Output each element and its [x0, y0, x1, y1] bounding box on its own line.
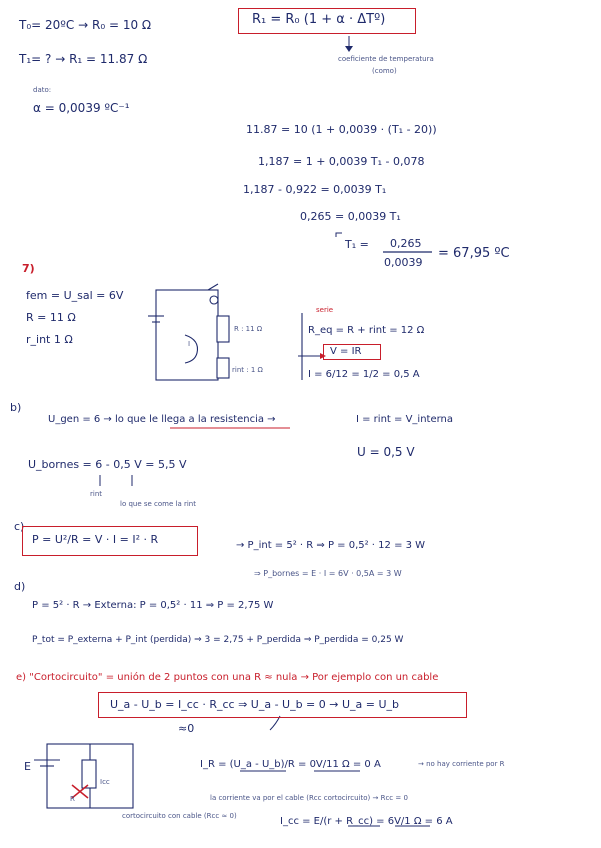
part-c-label: c) [14, 520, 25, 533]
part-b-line-2: U_bornes = 6 - 0,5 V = 5,5 V [28, 458, 187, 471]
icc-calculation: I_cc = E/(r + R_cc) = 6V/1 Ω = 6 A [280, 816, 453, 827]
note-consumed: lo que se come la rint [120, 500, 196, 508]
cable-note: cortocircuito con cable (Rcc ≈ 0) [122, 812, 237, 820]
part-d-label: d) [14, 580, 26, 593]
power-formula: P = U²/R = V · I = I² · R [32, 533, 159, 546]
part-c-line-1: → P_int = 5² · R ⇒ P = 0,5² · 12 = 3 W [236, 540, 426, 551]
step-1: 11.87 = 10 (1 + 0,0039 · (T₁ - 20)) [246, 123, 437, 136]
step-5-lhs: T₁ = [345, 238, 369, 251]
icc-label: Icc [100, 778, 110, 786]
fem-value: fem = U_sal = 6V [26, 289, 124, 302]
t1-result: = 67,95 ºC [438, 246, 510, 261]
part-b-line-1: U_gen = 6 → lo que le llega a la resistencia → [48, 414, 276, 425]
resistance-formula: R₁ = R₀ (1 + α · ΔTº) [252, 12, 386, 27]
part-c-line-2: ⇒ P_bornes = E · I = 6V · 0,5A = 3 W [254, 569, 402, 578]
current-path-note: la corriente va por el cable (Rcc cortocircuito) → Rcc = 0 [210, 794, 408, 802]
step-5-denominator: 0,0039 [384, 256, 423, 269]
part-b-result: U = 0,5 V [357, 445, 415, 459]
ohm-law: V = IR [330, 346, 362, 357]
part-e-title [16, 671, 438, 684]
t1-line: T₁= ? → R₁ = 11.87 Ω [19, 52, 148, 66]
short-circuit-equation: U_a - U_b = I_cc · R_cc ⇒ U_a - U_b = 0 → U_a = U_b [110, 698, 400, 711]
circuit-r-label: R : 11 Ω [234, 325, 263, 333]
r-label: R [70, 795, 75, 803]
short-circuit-definition: "Cortocircuito" = unión de 2 puntos con una R ≈ nula → Por ejemplo con un cable [29, 672, 439, 683]
r-value: R = 11 Ω [26, 311, 76, 324]
serie-label: serie [316, 306, 334, 314]
part-b-line-1b: I = rint = V_interna [356, 414, 454, 425]
note-rint: rint [90, 490, 103, 498]
problem-7-number: 7) [22, 262, 35, 275]
part-b-label: b) [10, 401, 22, 414]
t0-line: T₀= 20ºC → R₀ = 10 Ω [19, 18, 152, 32]
e-label: E [24, 760, 31, 773]
circuit-rint-label: rint : 1 Ω [232, 366, 263, 374]
req-line: R_eq = R + rint = 12 Ω [308, 325, 425, 336]
circuit-current-label: I [188, 340, 191, 348]
dato-label: dato: [33, 86, 52, 94]
alpha-value: α = 0,0039 ºC⁻¹ [33, 101, 130, 115]
step-2: 1,187 = 1 + 0,0039 T₁ - 0,078 [258, 155, 425, 168]
step-4: 0,265 = 0,0039 T₁ [300, 210, 401, 223]
part-d-line-2: P_tot = P_externa + P_int (perdida) ⇒ 3 = 2,75 + P_perdida ⇒ P_perdida = 0,25 W [32, 635, 404, 645]
part-e-label: e) [16, 672, 27, 683]
ir-note: → no hay corriente por R [418, 760, 505, 768]
part-d-line-1: P = 5² · R → Externa: P = 0,5² · 11 ⇒ P = 2,75 W [32, 600, 274, 611]
step-5-numerator: 0,265 [390, 237, 422, 250]
rcc-zero: ≈0 [178, 722, 195, 735]
step-3: 1,187 - 0,922 = 0,0039 T₁ [243, 183, 387, 196]
ir-calculation: I_R = (U_a - U_b)/R = 0V/11 Ω = 0 A [200, 759, 381, 770]
formula-note-2: (como) [372, 67, 397, 75]
current-result: I = 6/12 = 1/2 = 0,5 A [308, 369, 420, 380]
rint-value: r_int 1 Ω [26, 333, 73, 346]
formula-note: coeficiente de temperatura [338, 55, 434, 63]
